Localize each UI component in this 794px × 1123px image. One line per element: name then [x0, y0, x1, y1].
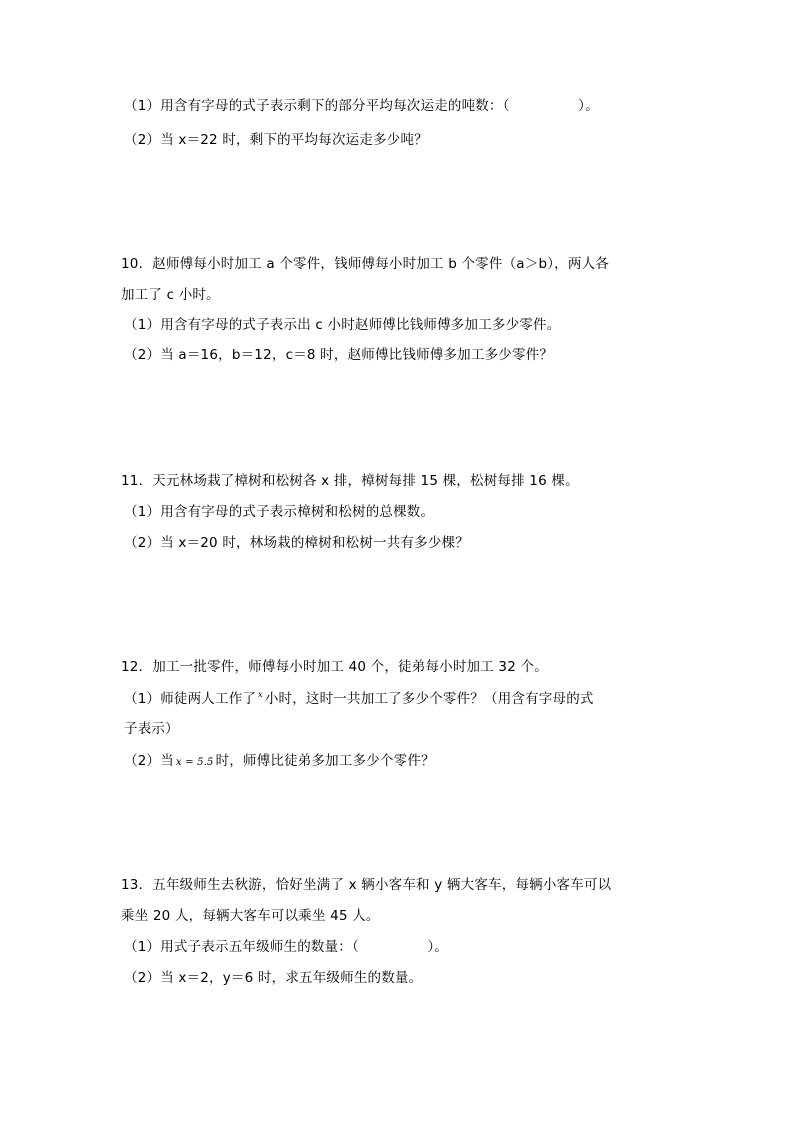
q12-part2-post: 时，师傅比徒弟多加工多少个零件？: [215, 753, 435, 769]
q12-part1-pre: （1）师徒两人工作了: [124, 691, 257, 707]
q11-part1: （1）用含有字母的式子表示樟树和松树的总棵数。: [124, 504, 435, 520]
q10-stem-line2: 加工了 c 小时。: [121, 287, 220, 303]
q12-part1: [124, 689, 594, 711]
q12-part2-expression: x = 5.5: [175, 757, 214, 768]
q10-stem-line1: 10．赵师傅每小时加工 a 个零件，钱师傅每小时加工 b 个零件（a＞b），两人各: [121, 256, 609, 272]
q13-stem-line2: 乘坐 20 人，每辆大客车可以乘坐 45 人。: [121, 908, 380, 924]
q13-part2: （2）当 x＝2，y＝6 时，求五年级师生的数量。: [124, 970, 423, 986]
q10-part1: （1）用含有字母的式子表示出 c 小时赵师傅比钱师傅多加工多少零件。: [124, 317, 561, 333]
q12-stem: 12．加工一批零件，师傅每小时加工 40 个，徒弟每小时加工 32 个。: [121, 659, 548, 675]
q9-part1: （1）用含有字母的式子表示剩下的部分平均每次运走的吨数：（ ）。: [124, 98, 599, 114]
q13-stem-line1: 13．五年级师生去秋游，恰好坐满了 x 辆小客车和 y 辆大客车，每辆小客车可以: [121, 877, 612, 893]
q13-part1: （1）用式子表示五年级师生的数量：（ ）。: [124, 939, 449, 955]
q12-part1-post: 小时，这时一共加工了多少个零件？（用含有字母的式: [264, 691, 594, 707]
q12-part1-line2: 子表示）: [124, 721, 179, 737]
q12-part2-pre: （2）当: [124, 753, 174, 769]
q10-part2: （2）当 a＝16，b＝12，c＝8 时，赵师傅比钱师傅多加工多少零件？: [124, 347, 554, 363]
q12-variable-x: x: [258, 690, 263, 699]
q11-stem: 11．天元林场栽了樟树和松树各 x 排，樟树每排 15 棵，松树每排 16 棵。: [121, 473, 579, 489]
q11-part2: （2）当 x＝20 时，林场栽的樟树和松树一共有多少棵？: [124, 535, 469, 551]
q9-part2: （2）当 x＝22 时，剩下的平均每次运走多少吨？: [124, 132, 428, 148]
q12-part2: [124, 751, 435, 773]
